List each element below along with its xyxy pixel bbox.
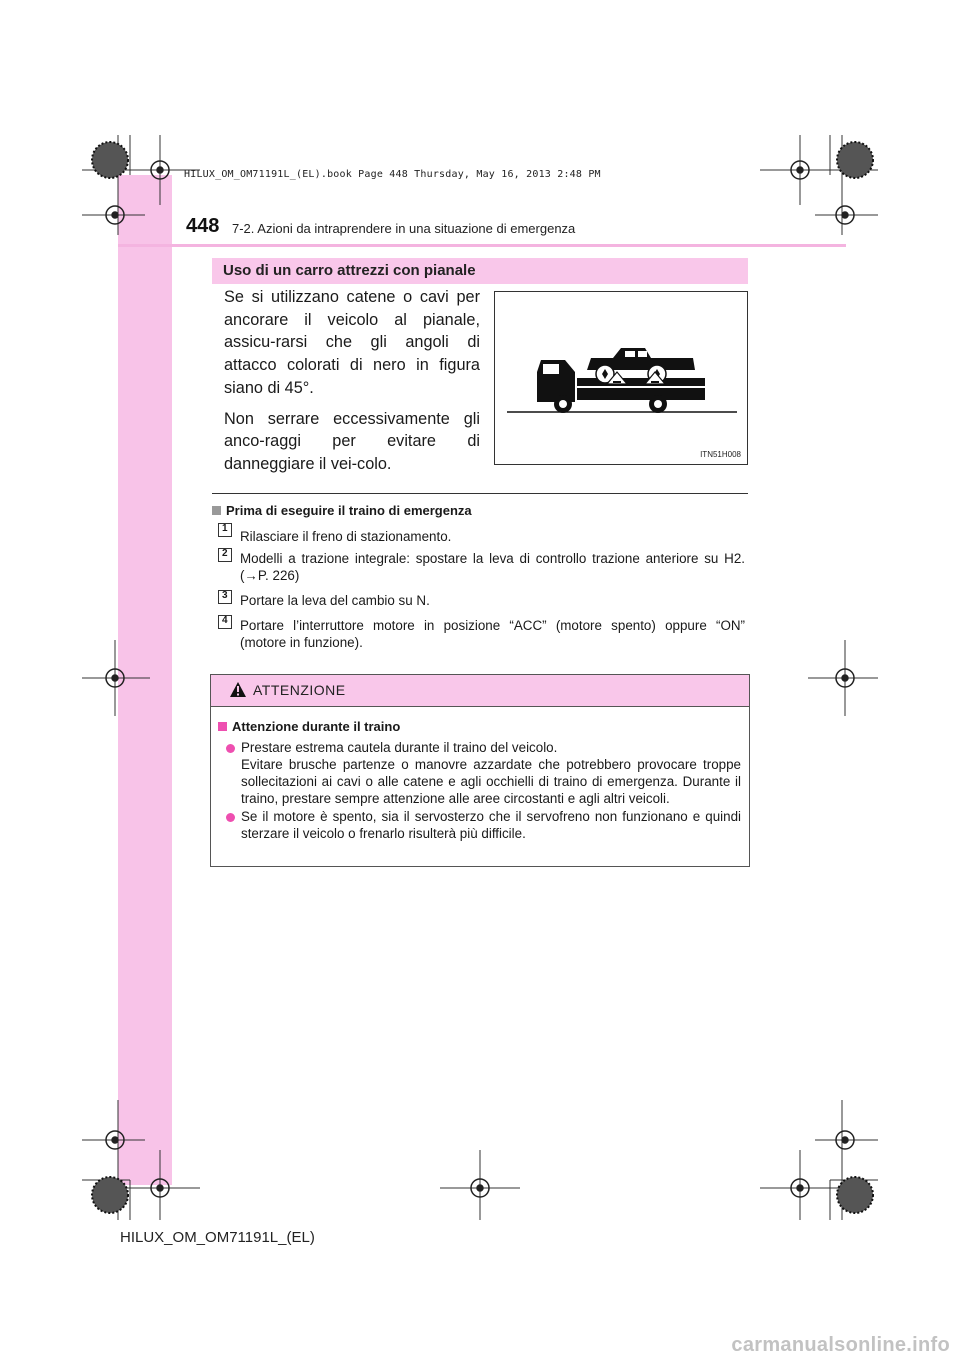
- header-rule: [118, 244, 846, 247]
- square-bullet-icon: [218, 722, 227, 731]
- page-number: 448: [186, 215, 220, 237]
- section-title: 7-2. Azioni da intraprendere in una situazione di emergenza: [232, 221, 576, 236]
- warning-subheading-text: Attenzione durante il traino: [232, 719, 401, 734]
- model-code: HILUX_OM_OM71191L_(EL): [120, 1229, 315, 1246]
- warning-title: ATTENZIONE: [253, 682, 346, 698]
- watermark: carmanualsonline.info: [731, 1334, 950, 1356]
- step-number: 2: [222, 548, 228, 559]
- step-number-box: [218, 548, 232, 562]
- warning-triangle-icon: [229, 681, 247, 698]
- flatbed-tow-truck-figure: [494, 291, 748, 465]
- side-band: [118, 175, 172, 1185]
- step-number-box: [218, 615, 232, 629]
- square-bullet-icon: [212, 506, 221, 515]
- procedure-heading-text: Prima di eseguire il traino di emergenza: [226, 503, 472, 518]
- step-number-box: [218, 590, 232, 604]
- step-text: Portare la leva del cambio su N.: [240, 593, 430, 608]
- step-text: Portare l’interruttore motore in posizione “ACC” (motore spento) oppure “ON” (motore in funzione).: [240, 618, 745, 650]
- book-stamp: HILUX_OM_OM71191L_(EL).book Page 448 Thursday, May 16, 2013 2:48 PM: [184, 169, 601, 180]
- step-text: Modelli a trazione integrale: spostare la leva di controllo trazione anteriore su H2. (→P. 226): [240, 551, 745, 583]
- intro-paragraph: Se si utilizzano catene o cavi per ancorare il veicolo al pianale, assicu-rarsi che gli angoli di attacco colorati di nero in figura siano di 45°.: [224, 288, 480, 397]
- subsection-heading: [212, 258, 748, 284]
- step-number: 4: [222, 615, 228, 626]
- warning-box: [210, 674, 750, 867]
- figure-id: ITN51H008: [700, 450, 741, 459]
- subsection-title: Uso di un carro attrezzi con pianale: [223, 262, 476, 279]
- circle-bullet-icon: [226, 744, 235, 753]
- warning-header: [211, 675, 749, 707]
- intro-text: [224, 286, 480, 484]
- step-number: 3: [222, 590, 228, 601]
- warning-item: Se il motore è spento, sia il servosterzo che il servofreno non funzionano e quindi sterzare il veicolo o frenarlo risulterà più difficile.: [241, 809, 741, 841]
- watermark-bar: [0, 1330, 960, 1358]
- step-number: 1: [222, 523, 228, 534]
- flatbed-truck-illustration: [495, 292, 747, 464]
- step-text: Rilasciare il freno di stazionamento.: [240, 529, 452, 544]
- procedure-heading: [212, 503, 472, 518]
- warning-subheading: [218, 719, 400, 734]
- circle-bullet-icon: [226, 813, 235, 822]
- step-number-box: [218, 523, 232, 537]
- warning-item: Prestare estrema cautela durante il traino del veicolo. Evitare brusche partenze o manovre azzardate che potrebbero provocare troppe sollecitazioni ai cavi o alle catene e agli occhielli di traino di emergenza. Durante il traino, prestare sempre attenzione alle aree circostanti e agli altri veicoli.: [241, 740, 741, 806]
- intro-paragraph: Non serrare eccessivamente gli anco-raggi per evitare di danneggiare il vei-colo.: [224, 409, 480, 473]
- section-divider: [212, 493, 748, 494]
